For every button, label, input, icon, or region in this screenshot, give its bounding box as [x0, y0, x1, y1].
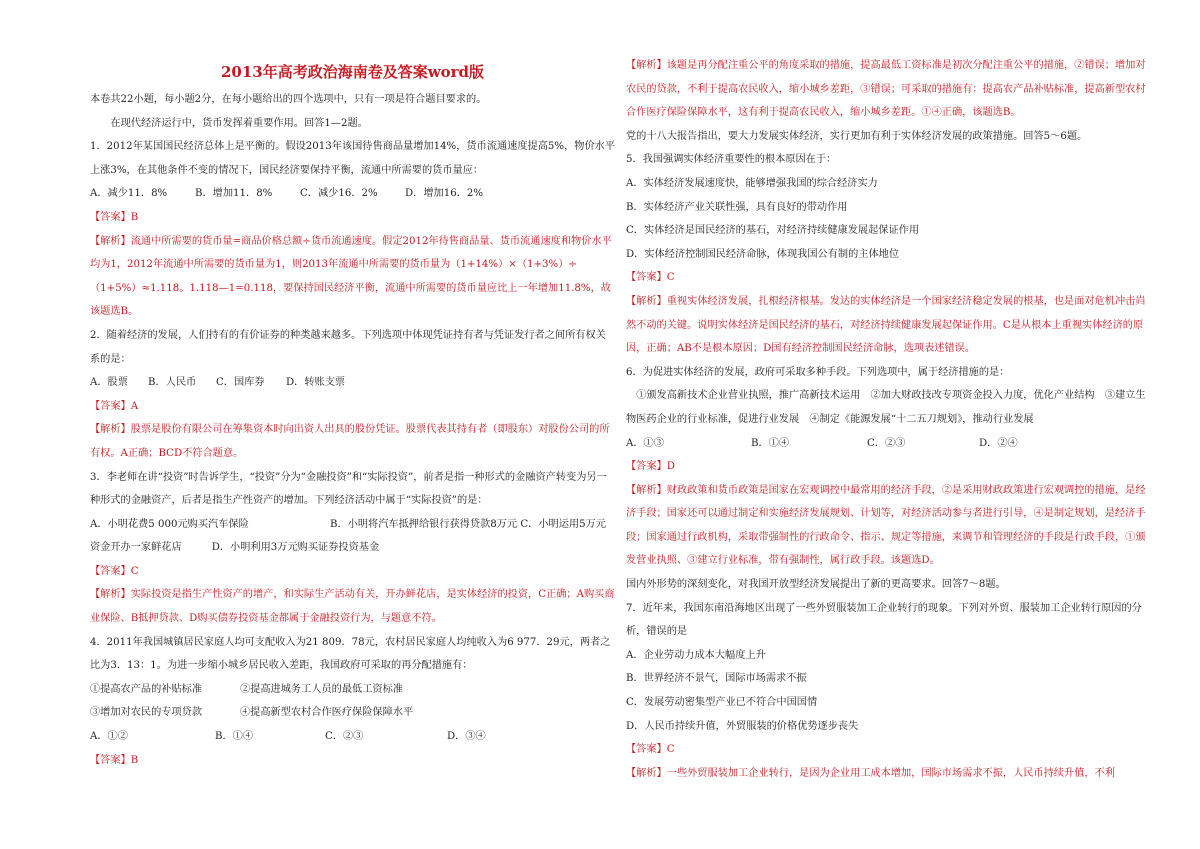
answer-label: 【答案】A — [90, 400, 139, 412]
question-4-items — [90, 678, 615, 702]
option: A．企业劳动力成本大幅度上升 — [626, 649, 766, 661]
explanation: 【解析】财政政策和货币政策是国家在宏观调控中最常用的经济手段，②是采用财政政策进行宏观调控的措施，是经济手段；国家还可以通过制定和实施经济发展规划、计划等，对经济活动参与者进行引导，④是制定规划，是经济手段；国家通过行政机构，采取带强制性的行政命令、指示、规定等措施，来调节和管理经济的手段是行政手段，①颁发营业执照、③建立行业标准，带有强制性，属行政手段。该题选D。 — [626, 484, 1146, 567]
option: A．减少11．8% — [90, 188, 168, 200]
instructions: 本卷共22小题，每小题2分，在每小题给出的四个选项中，只有一项是符合题目要求的。 — [90, 94, 487, 105]
option: B．①④ — [751, 437, 790, 449]
question-6: 6．为促进实体经济的发展，政府可采取多种手段。下列选项中，属于经济措施的是： — [626, 366, 1010, 378]
question-4-items — [90, 701, 615, 725]
option: A．①③ — [626, 437, 664, 449]
question-3: 3．李老师在讲“投资”时告诉学生，“投资”分为“金融投资”和“实际投资”，前者是指一种形式的金融资产转变为另一种形式的金融资产，后者是指生产性资产的增加。下列经济活动中属于“实际投资”的是： — [90, 471, 607, 507]
left-column — [90, 0, 615, 772]
question-4: 4．2011年我国城镇居民家庭人均可支配收入为21 809．78元，农村居民家庭人均纯收入为6 977．29元，两者之比为3．13：1。为进一步缩小城乡居民收入差距，我国政府可采取的再分配措施有： — [90, 636, 611, 672]
section-intro: 党的十八大报告指出，要大力发展实体经济，实行更加有利于实体经济发展的政策措施。回答5～6题。 — [626, 130, 1088, 142]
explanation: 【解析】股票是股份有限公司在筹集资本时向出资人出具的股份凭证。股票代表其持有者（即股东）对股份公司的所有权。A正确；BCD不符合题意。 — [90, 424, 610, 459]
option: B．实体经济产业关联性强，具有良好的带动作用 — [626, 201, 848, 213]
option: D．人民币持续升值，外贸服装的价格优势逐步丧失 — [626, 720, 859, 732]
option: C．减少16．2% — [300, 188, 378, 200]
question-2-options — [90, 371, 615, 395]
explanation: 【解析】一些外贸服装加工企业转行，是因为企业用工成本增加，国际市场需求不振，人民币持续升值，不利 — [626, 767, 1115, 779]
option: C．国库券 — [216, 377, 265, 389]
item: ②提高进城务工人员的最低工资标准 — [240, 683, 403, 695]
question-7: 7．近年来，我国东南沿海地区出现了一些外贸服装加工企业转行的现象。下列对外贸、服装加工企业转行原因的分析，错误的是 — [626, 602, 1142, 638]
section-intro: 国内外形势的深刻变化，对我国开放型经济发展提出了新的更高要求。回答7～8题。 — [626, 579, 1006, 591]
option: D．转账支票 — [286, 377, 346, 389]
explanation: 【解析】实际投资是指生产性资产的增产，和实际生产活动有关，开办鲜花店，是实体经济的投资，C正确；A购买商业保险、B抵押贷款、D购买债券投资基金都属于金融投资行为，与题意不符。 — [90, 589, 615, 625]
explanation: 【解析】重视实体经济发展，扎根经济根基。发达的实体经济是一个国家经济稳定发展的根基，也是面对危机冲击岿然不动的关键。说明实体经济是国民经济的基石，对经济持续健康发展起保证作用。C是从根本上重视实体经济的原因，正确；AB不是根本原因；D国有经济控制国民经济命脉，选项表述错误。 — [626, 295, 1146, 355]
answer-label: 【答案】C — [626, 744, 675, 756]
option: D．②④ — [979, 437, 1018, 449]
option: B．①④ — [215, 731, 254, 743]
option: B．人民币 — [148, 377, 197, 389]
option: D．增加16．2% — [405, 188, 484, 200]
option: D．③④ — [447, 731, 486, 743]
option: B．增加11．8% — [195, 188, 273, 200]
page-title: 2013年高考政治海南卷及答案word版 — [220, 63, 485, 81]
answer-label: 【答案】B — [90, 211, 139, 223]
question-6-items: ①颁发高新技术企业营业执照，推广高新技术运用 ②加大财政技改专项资金投入力度，优化产业结构 ③建立生物医药企业的行业标准，促进行业发展 ④制定《能源发展“十二五刀规划》，推动行业发展 — [626, 390, 1146, 425]
explanation: 【解析】流通中所需要的货币量=商品价格总额÷货币流通速度。假定2012年待售商品量、货币流通速度和物价水平均为1，2012年流通中所需要的货币量为1，则2013年流通中所需要的货币量为（1+14%）×（1+3%）÷（1+5%）≈1.118。1.118—1=0.118，要保持国民经济平衡，流通中所需要的货币量应比上一年增加11.8%，故该题选B。 — [90, 235, 612, 318]
question-4-options — [90, 725, 615, 749]
question-1: 1．2012年某国国民经济总体上是平衡的。假设2013年该国待售商品量增加14%，货币流通速度提高5%，物价水平上涨3%，在其他条件不变的情况下，国民经济要保持平衡，流通中所需要的货币量应： — [90, 141, 616, 176]
question-6-options — [626, 432, 1151, 456]
question-5: 5．我国强调实体经济重要性的根本原因在于： — [626, 154, 837, 166]
option: B．世界经济不景气，国际市场需求不振 — [626, 673, 807, 685]
question-1-options — [90, 182, 615, 206]
option: C．发展劳动密集型产业已不符合中国国情 — [626, 697, 818, 709]
option: C．②③ — [867, 437, 906, 449]
option: A．股票 — [90, 377, 128, 389]
option: C．②③ — [325, 731, 364, 743]
explanation: 【解析】该题是再分配注重公平的角度采取的措施，提高最低工资标准是初次分配注重公平的措施，②错误；增加对农民的贷款，不利于提高农民收入，缩小城乡差距，③错误；可采取的措施有：提高农产品补贴标准，提高新型农村合作医疗保险保障水平，这有利于提高农民收入，缩小城乡差距。①④正确，该题选B。 — [626, 60, 1146, 119]
right-column — [626, 54, 1151, 785]
option: A．实体经济发展速度快，能够增强我国的综合经济实力 — [626, 177, 878, 189]
item: ①提高农产品的补贴标准 — [90, 683, 203, 695]
answer-label: 【答案】C — [626, 272, 675, 284]
option: D．实体经济控制国民经济命脉，体现我国公有制的主体地位 — [626, 248, 900, 260]
question-2: 2．随着经济的发展，人们持有的有价证券的种类越来越多。下列选项中体现凭证持有者与凭证发行者之间所有权关系的是： — [90, 329, 606, 365]
section-intro: 在现代经济运行中，货币发挥着重要作用。回答1—2题。 — [110, 117, 368, 129]
item: ④提高新型农村合作医疗保险保障水平 — [240, 707, 414, 719]
item: ③增加对农民的专项贷款 — [90, 707, 203, 719]
answer-label: 【答案】C — [90, 565, 139, 577]
option: A．小明花费5 000元购买汽车保险 — [90, 518, 249, 530]
answer-label: 【答案】D — [626, 461, 675, 473]
option: C．实体经济是国民经济的基石，对经济持续健康发展起保证作用 — [626, 225, 920, 237]
answer-label: 【答案】B — [90, 754, 139, 766]
option: A．①② — [90, 731, 128, 743]
option: D．小明利用3万元购买证券投资基金 — [211, 542, 380, 554]
question-3-options — [90, 513, 615, 560]
option: B．小明将汽车抵押给银行获得贷款8万元 C．小明运用5万元资金开办一家鲜花店 — [90, 518, 606, 554]
